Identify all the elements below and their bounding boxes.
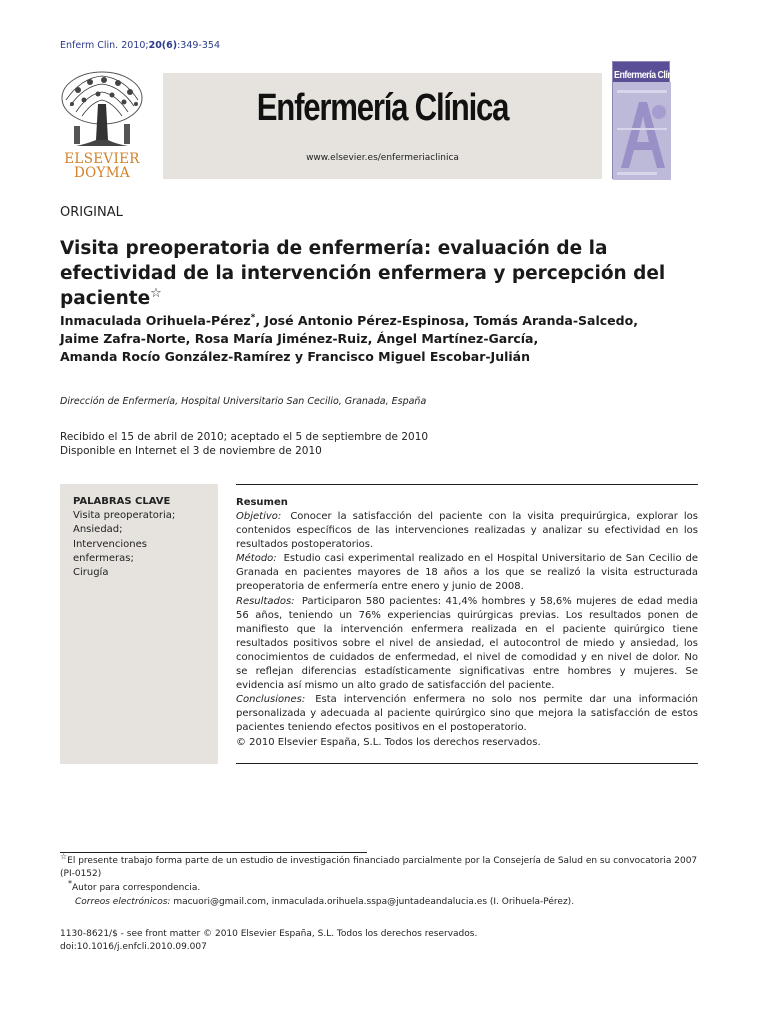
conclusions-label: Conclusiones:: [236, 694, 306, 706]
conclusions-text: Esta intervención enfermera no solo nos permite dar una información personalizada y adecuada al paciente quirúrgico sino que mejora la satisfacción de estos pacientes teniendo efectos positivos en el postoperatorio.: [236, 694, 698, 734]
received-date: Recibido el 15 de abril de 2010; aceptado el 5 de septiembre de 2010: [60, 431, 429, 443]
title-text: Visita preoperatoria de enfermería: evaluación de la efectividad de la intervención enfermera y percepción del paciente: [60, 238, 666, 309]
email-footnote: [75, 896, 725, 909]
funding-text: El presente trabajo forma parte de un estudio de investigación financiado parcialmente por la Consejería de Salud en su convocatoria 2007 (PI-0152): [60, 856, 698, 879]
emails-text[interactable]: macuori@gmail.com, inmaculada.orihuela.sspa@juntadeandalucia.es (I. Orihuela-Pérez).: [173, 897, 575, 907]
title-footnote-mark[interactable]: ☆: [150, 285, 162, 301]
article-dates: [60, 430, 428, 458]
abstract: [236, 484, 698, 764]
authors-line-1: [60, 312, 710, 330]
authors-line-3: Amanda Rocío González-Ramírez y Francisco Miguel Escobar-Julián: [60, 349, 531, 364]
journal-citation: [60, 40, 220, 51]
corresponding-footnote: [68, 879, 718, 895]
abstract-objective: [236, 510, 698, 552]
logo-line-1: ELSEVIER: [64, 151, 140, 167]
issn-line: 1130-8621/$ - see front matter © 2010 Elsevier España, S.L. Todos los derechos reservados.: [60, 929, 478, 939]
journal-title: Enfermería Clínica: [256, 87, 509, 129]
doi-link[interactable]: doi:10.1016/j.enfcli.2010.09.007: [60, 942, 207, 952]
citation-pages: :349-354: [177, 40, 220, 51]
cover-art-icon: [613, 82, 671, 180]
objective-text: Conocer la satisfacción del paciente con la visita prequirúrgica, explorar los contenidos específicos de las intervenciones realizadas y analizar su efectividad en los resultados postoperatorios.: [236, 511, 698, 551]
authors-line-2: Jaime Zafra-Norte, Rosa María Jiménez-Ruiz, Ángel Martínez-García,: [60, 331, 539, 346]
corresponding-author-mark[interactable]: *: [250, 312, 256, 323]
keyword-item: Ansiedad;: [73, 524, 123, 536]
keywords-heading: PALABRAS CLAVE: [73, 496, 171, 507]
journal-url[interactable]: www.elsevier.es/enfermeriaclinica: [306, 153, 459, 163]
journal-banner: [163, 73, 602, 179]
elsevier-logo: [56, 70, 148, 180]
first-author: Inmaculada Orihuela-Pérez: [60, 313, 251, 328]
available-date: Disponible en Internet el 3 de noviembre de 2010: [60, 445, 322, 457]
funding-footnote-mark: ☆: [60, 852, 68, 861]
abstract-conclusions: [236, 693, 698, 735]
cover-title: Enfermería Clínica: [614, 69, 684, 81]
funding-footnote: [60, 852, 710, 881]
keyword-item: Intervenciones: [73, 538, 147, 550]
elsevier-tree-icon: [56, 70, 148, 148]
abstract-results: [236, 595, 698, 694]
author-list: [60, 312, 710, 366]
footnote-divider: [60, 852, 367, 853]
results-label: Resultados:: [236, 595, 295, 607]
abstract-heading: Resumen: [236, 497, 288, 508]
keyword-item: Cirugía: [73, 567, 109, 579]
logo-line-2: DOYMA: [74, 165, 130, 181]
method-label: Método:: [236, 553, 277, 565]
citation-volume: 20(6): [148, 40, 178, 51]
corresponding-text: Autor para correspondencia.: [72, 883, 201, 893]
keyword-item: enfermeras;: [73, 552, 134, 564]
elsevier-wordmark: [56, 152, 148, 180]
article-title: [60, 236, 700, 311]
abstract-method: [236, 552, 698, 594]
affiliation: Dirección de Enfermería, Hospital Universitario San Cecilio, Granada, España: [60, 396, 427, 407]
legal-info: [60, 928, 477, 954]
keyword-item: Visita preoperatoria;: [73, 510, 176, 521]
abstract-copyright: © 2010 Elsevier España, S.L. Todos los derechos reservados.: [236, 736, 541, 748]
emails-label: Correos electrónicos:: [75, 897, 171, 907]
objective-label: Objetivo:: [236, 511, 282, 522]
method-text: Estudio casi experimental realizado en el Hospital Universitario de San Cecilio de Granada en pacientes mayores de 18 años a los que se realizó la visita estructurada preoperatoria de enfermería entre enero y junio de 2008.: [236, 553, 698, 593]
citation-journal: Enferm Clin. 2010;: [60, 40, 149, 51]
corresponding-footnote-mark: *: [68, 879, 72, 888]
journal-cover: [612, 61, 684, 179]
authors-line-1-rest: , José Antonio Pérez-Espinosa, Tomás Aranda-Salcedo,: [255, 313, 638, 328]
keywords-box: [60, 484, 218, 764]
article-type: ORIGINAL: [60, 205, 123, 220]
results-text: Participaron 580 pacientes: 41,4% hombres y 58,6% mujeres de edad media 56 años, teniendo un 76% experiencias quirúrgicas previas. Los resultados ponen de manifiesto que la intervención enfermera realizada en el paciente quirúrgico tiene resultados positivos sobre el nivel de ansiedad, el autocontrol de miedo y ansiedad, los conocimientos de cuidados de enfermedad, el nivel de comodidad y en nivel de dolor. No se reflejan diferencias estadísticamente significativas entre hombres y mujeres. Se evidencia así mismo un alto grado de satisfacción del paciente.: [236, 595, 698, 692]
